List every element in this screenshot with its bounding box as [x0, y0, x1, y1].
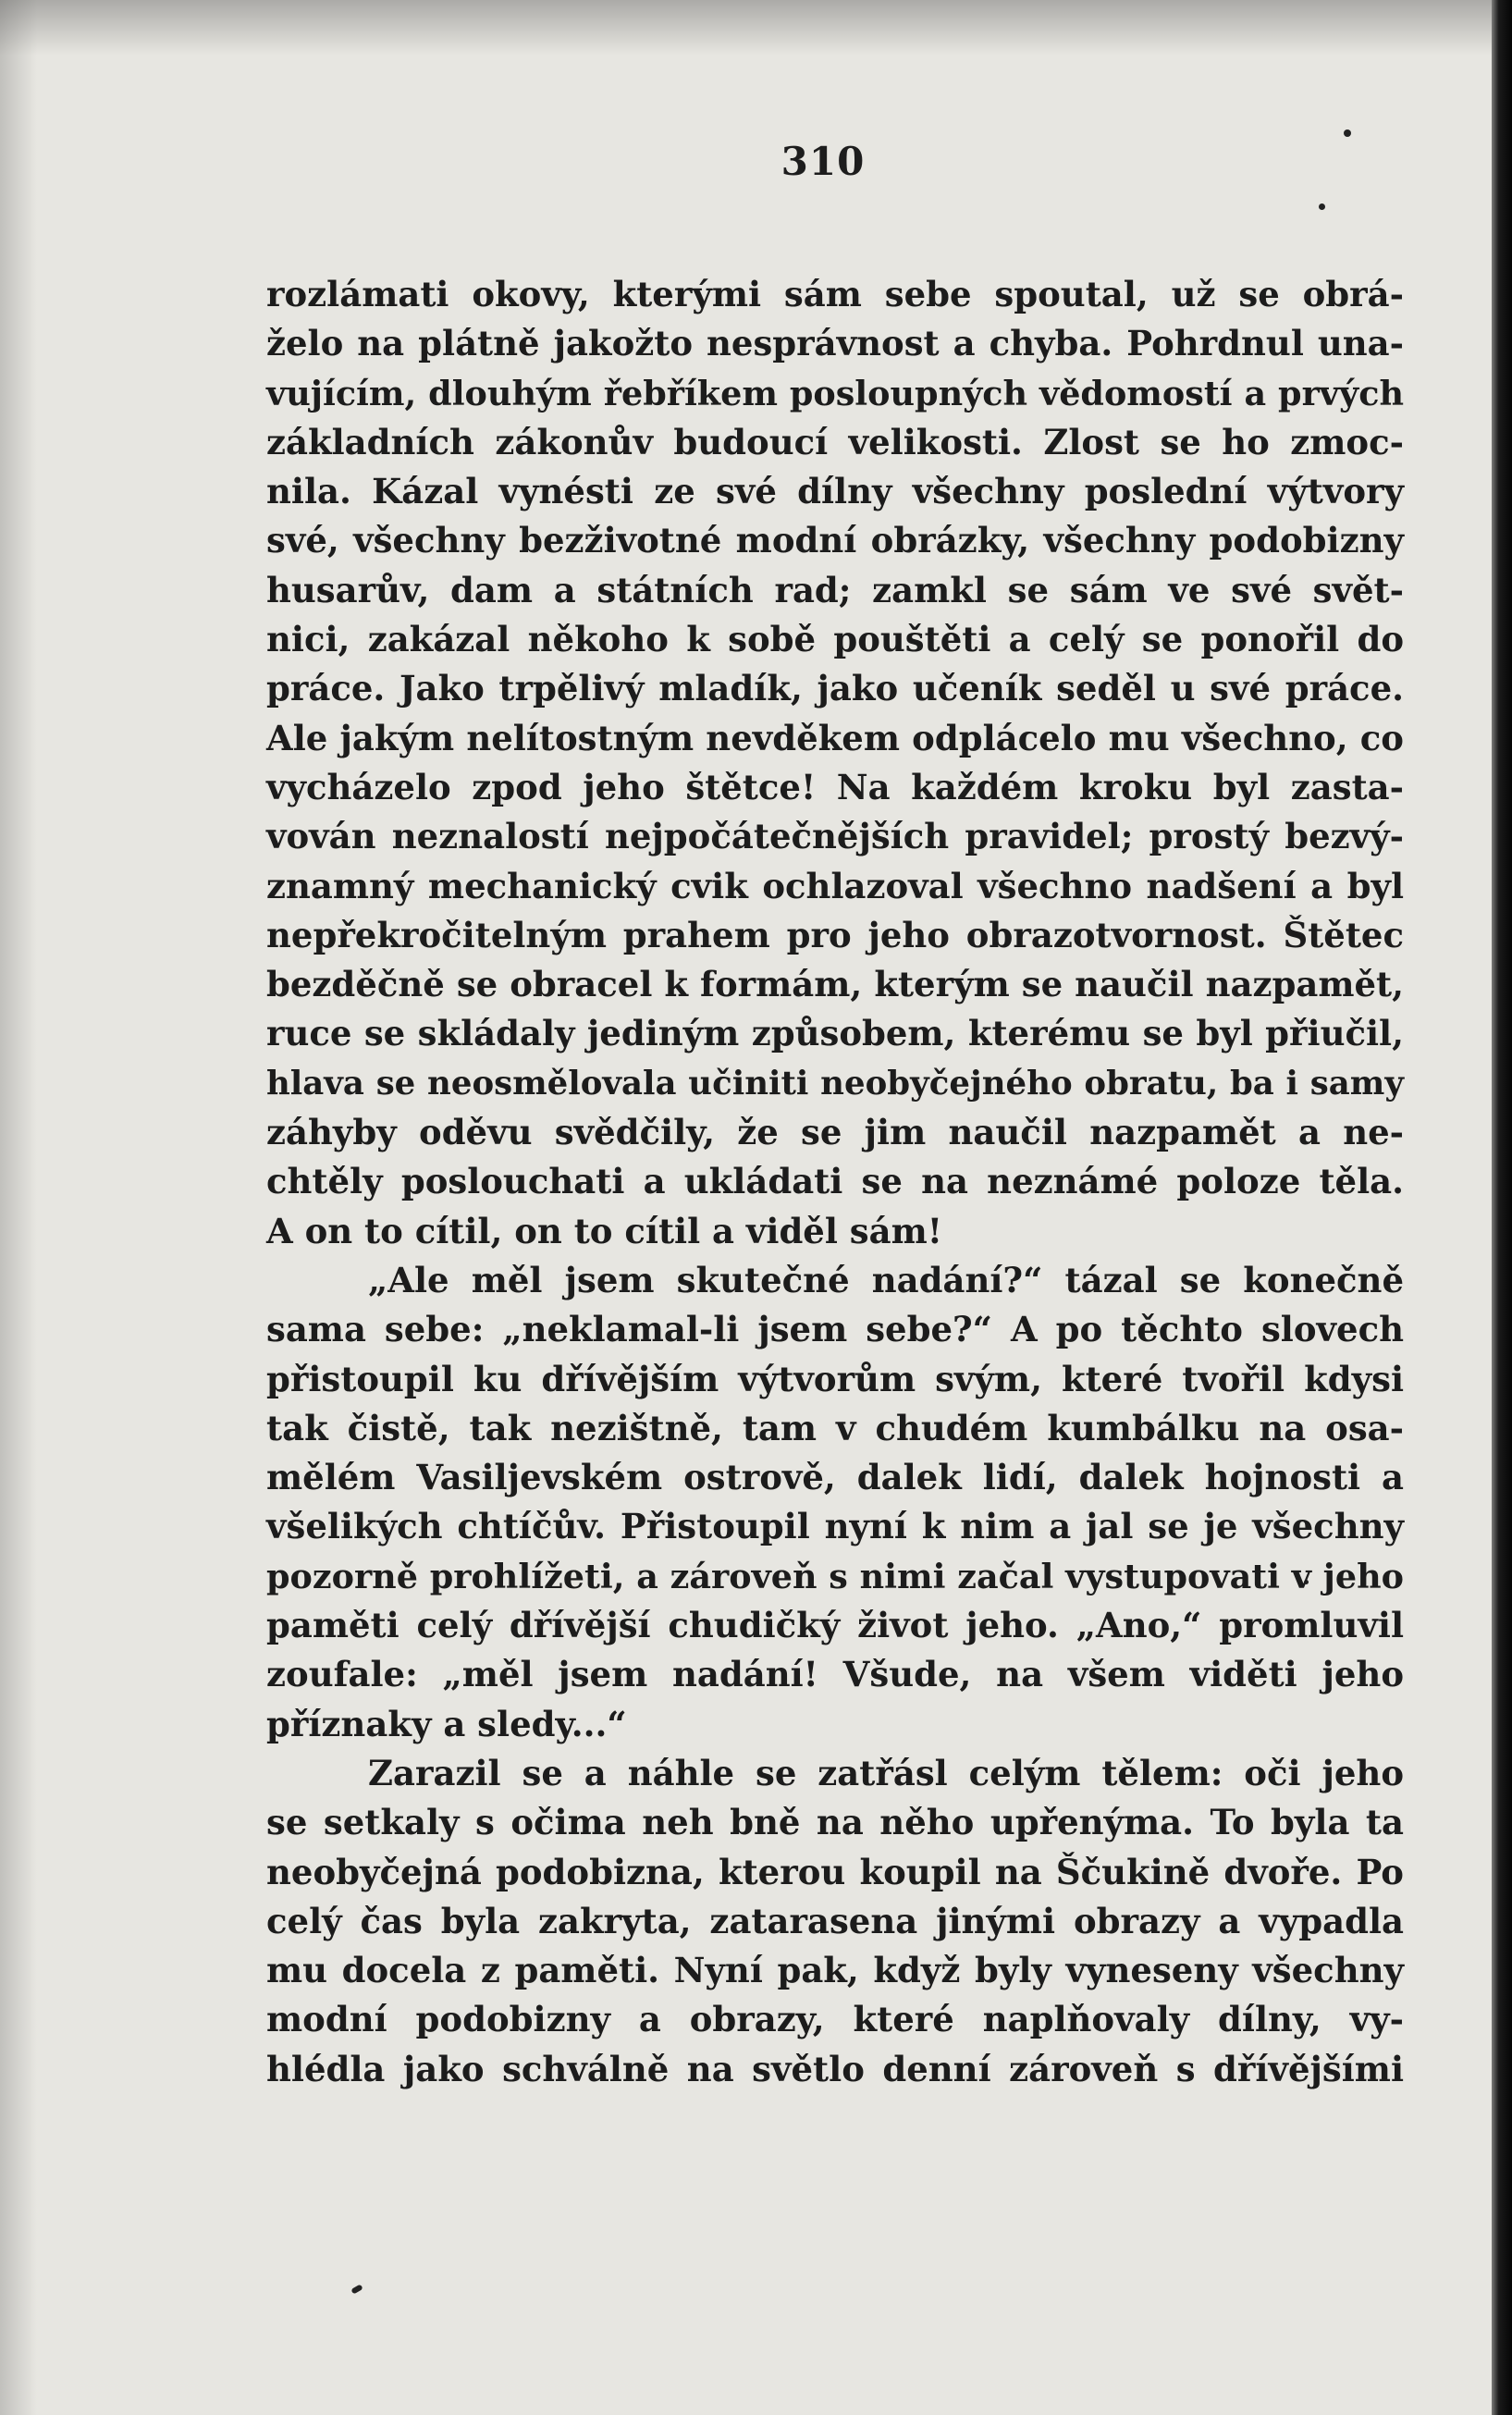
text-line: znamný mechanický cvik ochlazoval všechno nadšení a byl [266, 865, 1404, 906]
text-line: sama sebe: „neklamal-li jsem sebe?“ A po těchto slovech [266, 1309, 1404, 1350]
text-line: paměti celý dřívější chudičký život jeho. „Ano,“ promluvil [266, 1605, 1404, 1646]
text-line: vován neznalostí nejpočátečnějších pravidel; prostý bezvý- [266, 816, 1404, 857]
book-edge [1492, 0, 1512, 2415]
text-line: vycházelo zpod jeho štětce! Na každém kroku byl zasta- [266, 766, 1404, 807]
text-line: chtěly poslouchati a ukládati se na neznámé poloze těla. [266, 1161, 1404, 1202]
text-line: příznaky a sledy...“ [266, 1703, 627, 1744]
text-line: mělém Vasiljevském ostrově, dalek lidí, dalek hojnosti a [266, 1457, 1404, 1498]
text-line: bezděčně se obracel k formám, kterým se naučil nazpamět, [266, 964, 1404, 1005]
text-line: zoufale: „měl jsem nadání! Všude, na všem viděti jeho [266, 1654, 1404, 1695]
text-line: pozorně prohlížeti, a zároveň s nimi začal vystupovati v jeho [266, 1556, 1404, 1596]
text-line: se setkaly s očima neh bně na něho upřenýma. To byla ta [266, 1802, 1404, 1843]
ink-speck [1319, 203, 1325, 210]
text-line: nici, zakázal někoho k sobě pouštěti a celý se ponořil do [266, 619, 1404, 660]
text-line: nepřekročitelným prahem pro jeho obrazotvornost. Štětec [266, 914, 1404, 955]
text-line: všelikých chtíčův. Přistoupil nyní k nim a jal se je všechny [266, 1506, 1404, 1547]
text-line: „Ale měl jsem skutečné nadání?“ tázal se konečně [368, 1259, 1404, 1300]
ink-speck [1344, 129, 1351, 137]
text-line: hlédla jako schválně na světlo denní zároveň s dřívějšími [266, 2048, 1404, 2089]
text-line: své, všechny bezživotné modní obrázky, všechny podobizny [266, 520, 1404, 561]
text-line: želo na plátně jakožto nesprávnost a chyba. Pohrdnul una- [266, 323, 1404, 364]
text-line: nila. Kázal vynésti ze své dílny všechny poslední výtvory [266, 471, 1404, 512]
text-line: hlava se neosmělovala učiniti neobyčejného obratu, ba i samy [266, 1064, 1404, 1103]
text-line: přistoupil ku dřívějším výtvorům svým, které tvořil kdysi [266, 1358, 1404, 1399]
text-line: A on to cítil, on to cítil a viděl sám! [266, 1210, 942, 1251]
text-line: tak čistě, tak nezištně, tam v chudém kumbálku na osa- [266, 1407, 1404, 1448]
text-line: celý čas byla zakryta, zatarasena jinými obrazy a vypadla [266, 1900, 1404, 1941]
text-line: ruce se skládaly jediným způsobem, kterému se byl přiučil, [266, 1013, 1404, 1054]
text-line: základních zákonův budoucí velikosti. Zlost se ho zmoc- [266, 421, 1404, 462]
text-line: práce. Jako trpělivý mladík, jako učeník seděl u své práce. [266, 668, 1404, 709]
text-line: Ale jakým nelítostným nevděkem odplácelo mu všechno, co [266, 717, 1404, 758]
body-text [266, 270, 1404, 2094]
text-line: mu docela z paměti. Nyní pak, když byly vyneseny všechny [266, 1950, 1404, 1991]
page-top-shadow [0, 0, 1492, 55]
text-line: rozlámati okovy, kterými sám sebe spoutal, už se obrá- [266, 274, 1404, 314]
text-line: vujícím, dlouhým řebříkem posloupných vědomostí a prvých [266, 373, 1404, 413]
page-number: 310 [781, 139, 866, 184]
text-line: neobyčejná podobizna, kterou koupil na Ščukině dvoře. Po [266, 1851, 1404, 1892]
text-line: husarův, dam a státních rad; zamkl se sám ve své svět- [266, 569, 1404, 610]
text-line: modní podobizny a obrazy, které naplňovaly dílny, vy- [266, 1999, 1404, 2040]
page-left-shadow [0, 0, 37, 2415]
text-line: záhyby oděvu svědčily, že se jim naučil nazpamět a ne- [266, 1112, 1404, 1153]
text-line: Zarazil se a náhle se zatřásl celým tělem: oči jeho [368, 1752, 1404, 1793]
